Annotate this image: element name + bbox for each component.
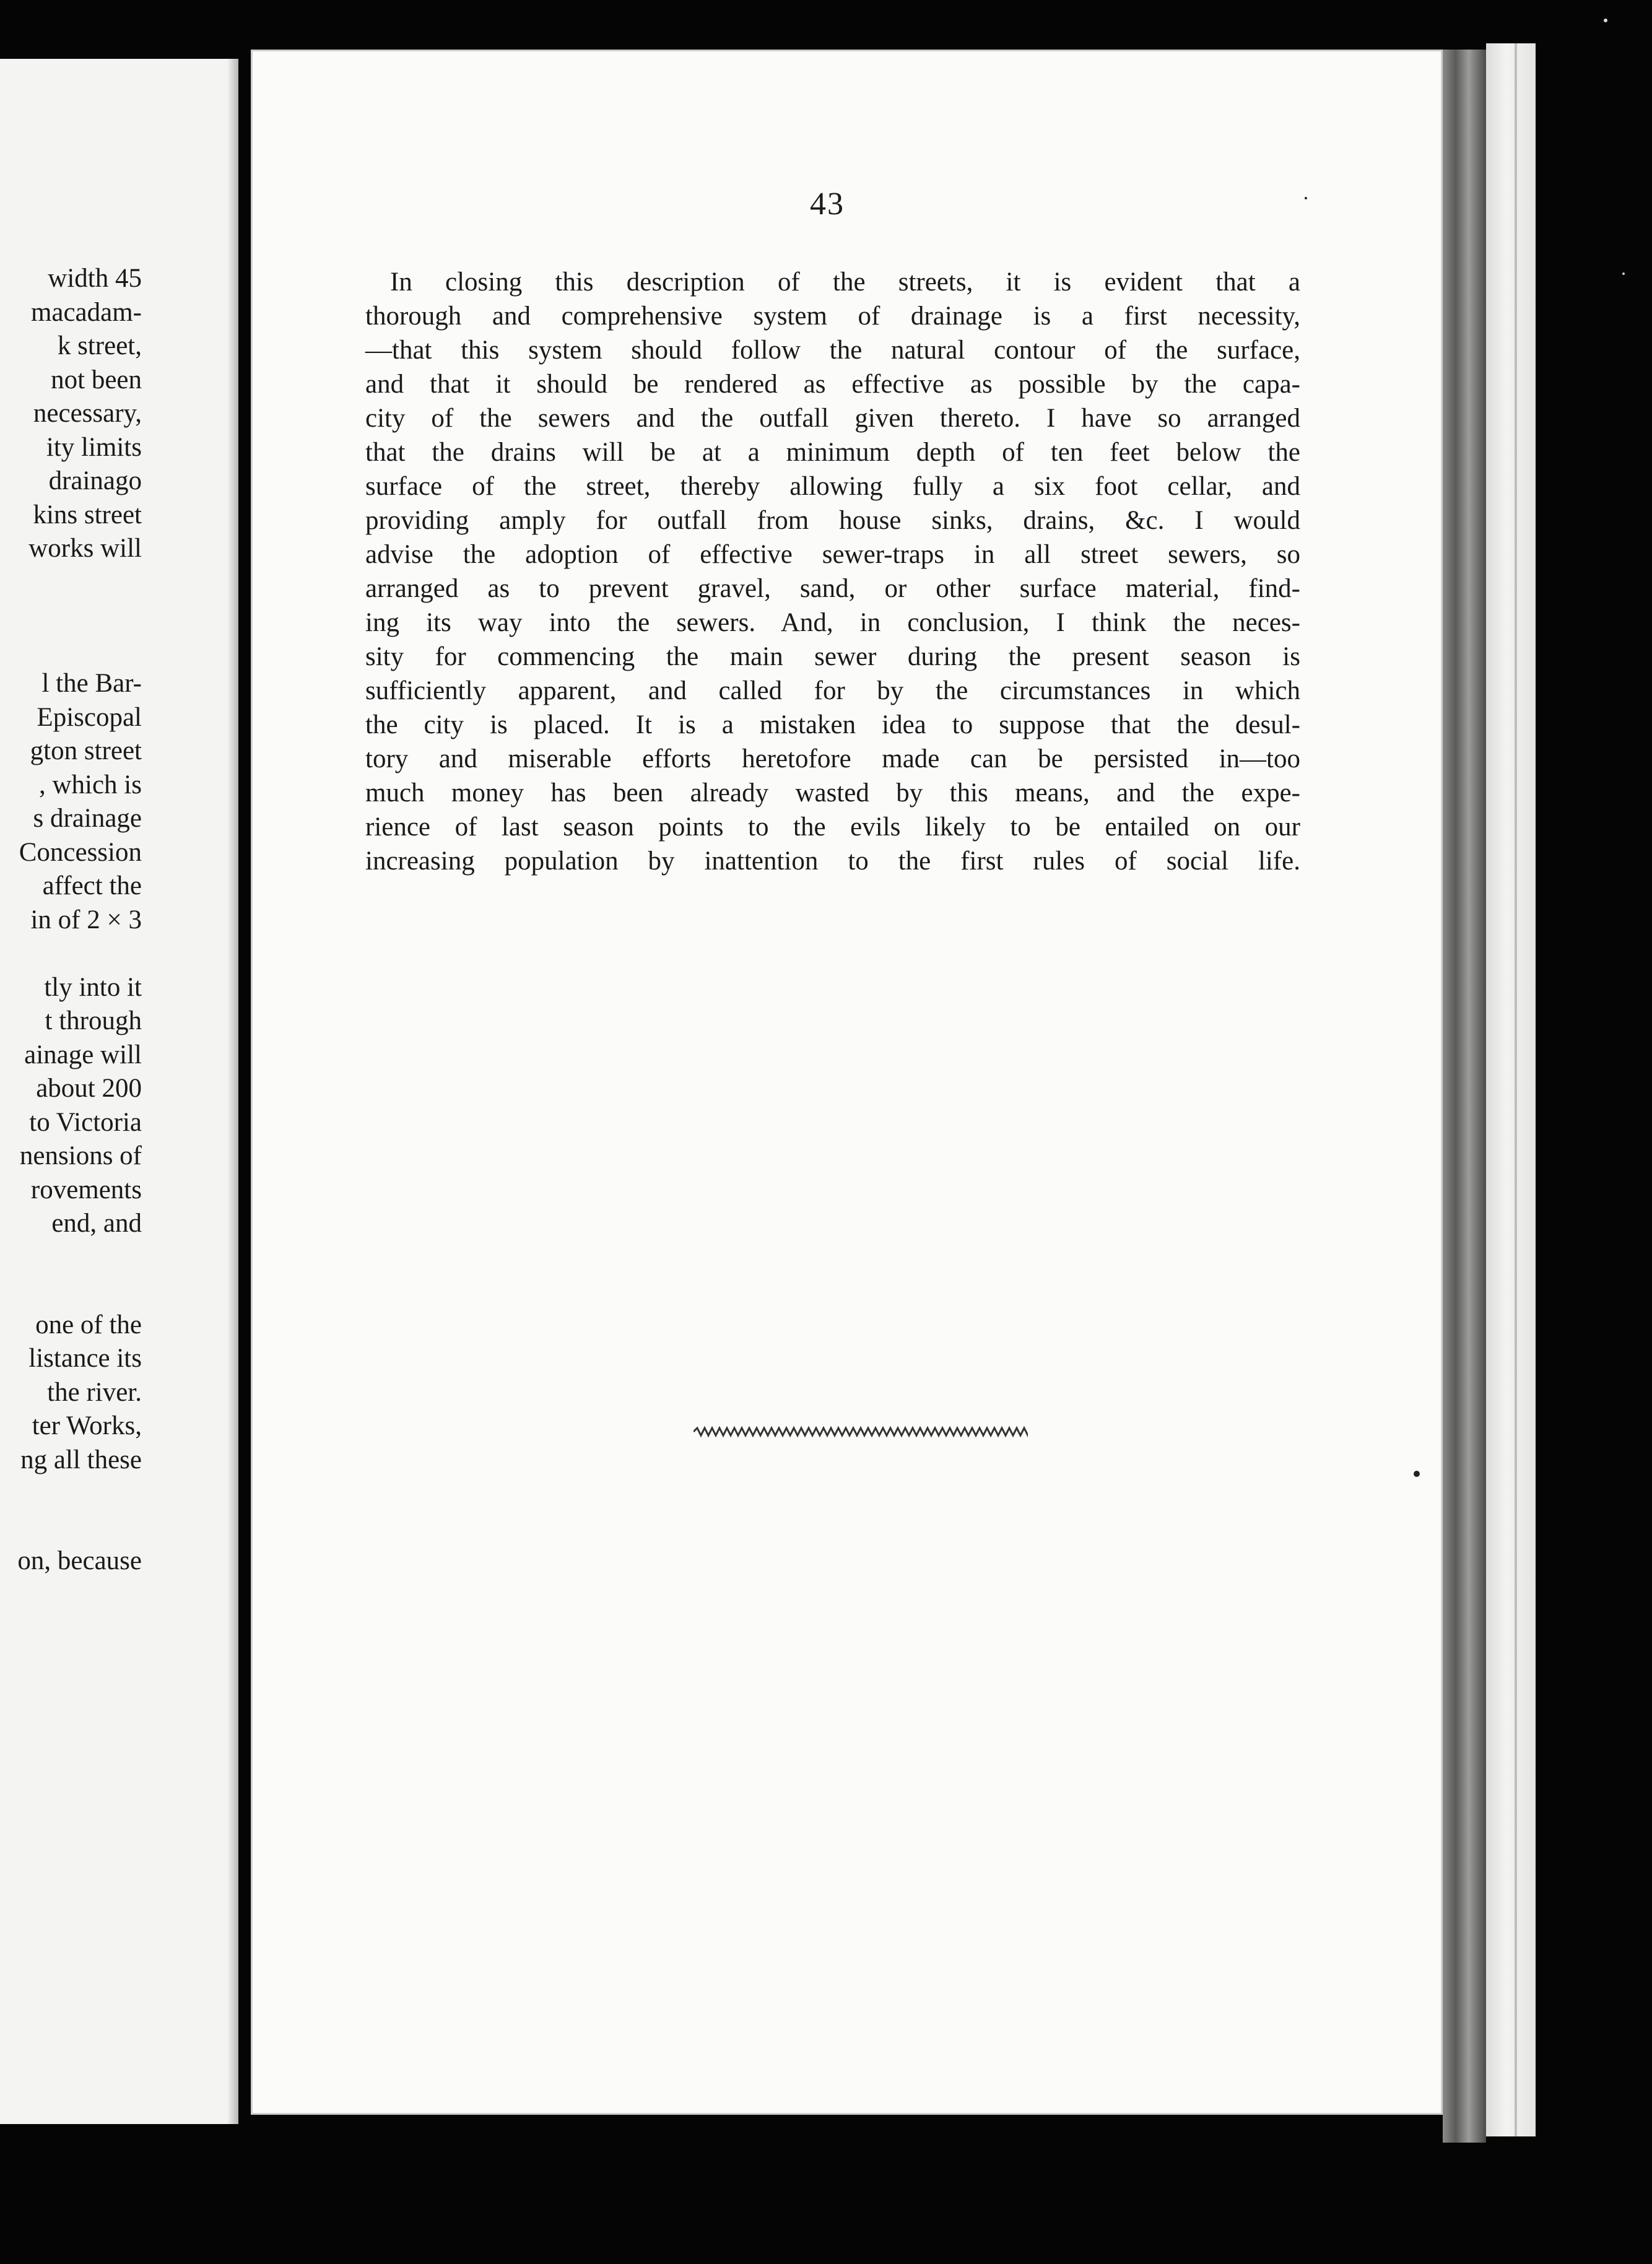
left-page-line: gton street — [30, 736, 142, 765]
page-edge-dark — [1443, 50, 1486, 2143]
closing-paragraph — [365, 265, 1300, 878]
paragraph-line: thorough and comprehensive system of drainage is a first necessity, — [365, 302, 1300, 331]
paragraph-line: ing its way into the sewers. And, in conclusion, I think the neces- — [365, 608, 1300, 637]
wavy-rule-line — [693, 1428, 1028, 1435]
left-page-line: in of 2 × 3 — [30, 905, 142, 934]
paragraph-line: surface of the street, thereby allowing fully a six foot cellar, and — [365, 472, 1300, 501]
page-edge-line — [1515, 43, 1517, 2136]
left-page-line: necessary, — [33, 399, 142, 428]
paragraph-line: city of the sewers and the outfall given thereto. I have so arranged — [365, 404, 1300, 433]
paragraph-line: providing amply for outfall from house sinks, drains, &c. I would — [365, 506, 1300, 535]
paragraph-line: much money has been already wasted by this means, and the expe- — [365, 778, 1300, 808]
paragraph-line: rience of last season points to the evils likely to be entailed on our — [365, 812, 1300, 842]
left-page-line: Concession — [19, 838, 142, 867]
paragraph-line: —that this system should follow the natural contour of the surface, — [365, 336, 1300, 365]
scan-speck — [1604, 19, 1607, 22]
left-page-line: end, and — [51, 1209, 142, 1238]
paragraph-line: increasing population by inattention to the first rules of social life. — [365, 847, 1300, 876]
left-page-line: ity limits — [46, 433, 142, 462]
paragraph-line: tory and miserable efforts heretofore made can be persisted in—too — [365, 744, 1300, 773]
gutter-shadow — [227, 59, 238, 2124]
left-page-line: about 200 — [36, 1074, 142, 1103]
left-page-line: s drainage — [33, 804, 142, 833]
page-number: 43 — [810, 186, 845, 222]
left-page-line: affect the — [42, 871, 142, 900]
left-page-line: width 45 — [48, 264, 142, 293]
left-page-line: nensions of — [19, 1141, 142, 1170]
left-page-line: t through — [45, 1006, 142, 1035]
scan-speck — [1622, 272, 1625, 275]
paragraph-line: that the drains will be at a minimum depth of ten feet below the — [365, 438, 1300, 467]
left-page-fragment — [0, 59, 238, 2124]
left-page-line: the river. — [47, 1378, 142, 1407]
left-page-line: l the Bar- — [41, 669, 142, 698]
left-page-line: works will — [28, 534, 142, 563]
paragraph-line: arranged as to prevent gravel, sand, or other surface material, find- — [365, 574, 1300, 603]
left-page-line: kins street — [33, 500, 142, 529]
left-page-line: drainago — [48, 466, 142, 495]
left-page-line: not been — [51, 365, 142, 394]
left-page-line: to Victoria — [29, 1108, 142, 1137]
paragraph-line: and that it should be rendered as effective as possible by the capa- — [365, 370, 1300, 399]
paragraph-line: sufficiently apparent, and called for by the circumstances in which — [365, 676, 1300, 705]
paragraph-line: In closing this description of the streets, it is evident that a — [390, 268, 1300, 297]
scan-speck — [1305, 197, 1307, 199]
left-page-line: Episcopal — [37, 703, 142, 732]
left-page-line: ainage will — [24, 1040, 142, 1069]
paragraph-line: advise the adoption of effective sewer-traps in all street sewers, so — [365, 540, 1300, 569]
left-page-line: k street, — [57, 331, 142, 360]
left-page-line: , which is — [38, 770, 142, 799]
left-page-line: on, because — [17, 1546, 142, 1575]
page-edge-light — [1486, 43, 1536, 2136]
left-page-line: tly into it — [44, 973, 142, 1002]
left-page-line: ng all these — [20, 1445, 142, 1474]
left-page-line: macadam- — [30, 298, 142, 327]
scan-speck — [1414, 1471, 1420, 1477]
left-page-line: listance its — [28, 1344, 142, 1373]
paragraph-line: the city is placed. It is a mistaken idea to suppose that the desul- — [365, 710, 1300, 739]
paragraph-line: sity for commencing the main sewer during the present season is — [365, 642, 1300, 671]
left-page-line: rovements — [30, 1175, 142, 1204]
left-page-line: one of the — [35, 1310, 142, 1339]
decorative-wavy-rule — [693, 1424, 1028, 1439]
left-page-line: ter Works, — [32, 1411, 142, 1440]
